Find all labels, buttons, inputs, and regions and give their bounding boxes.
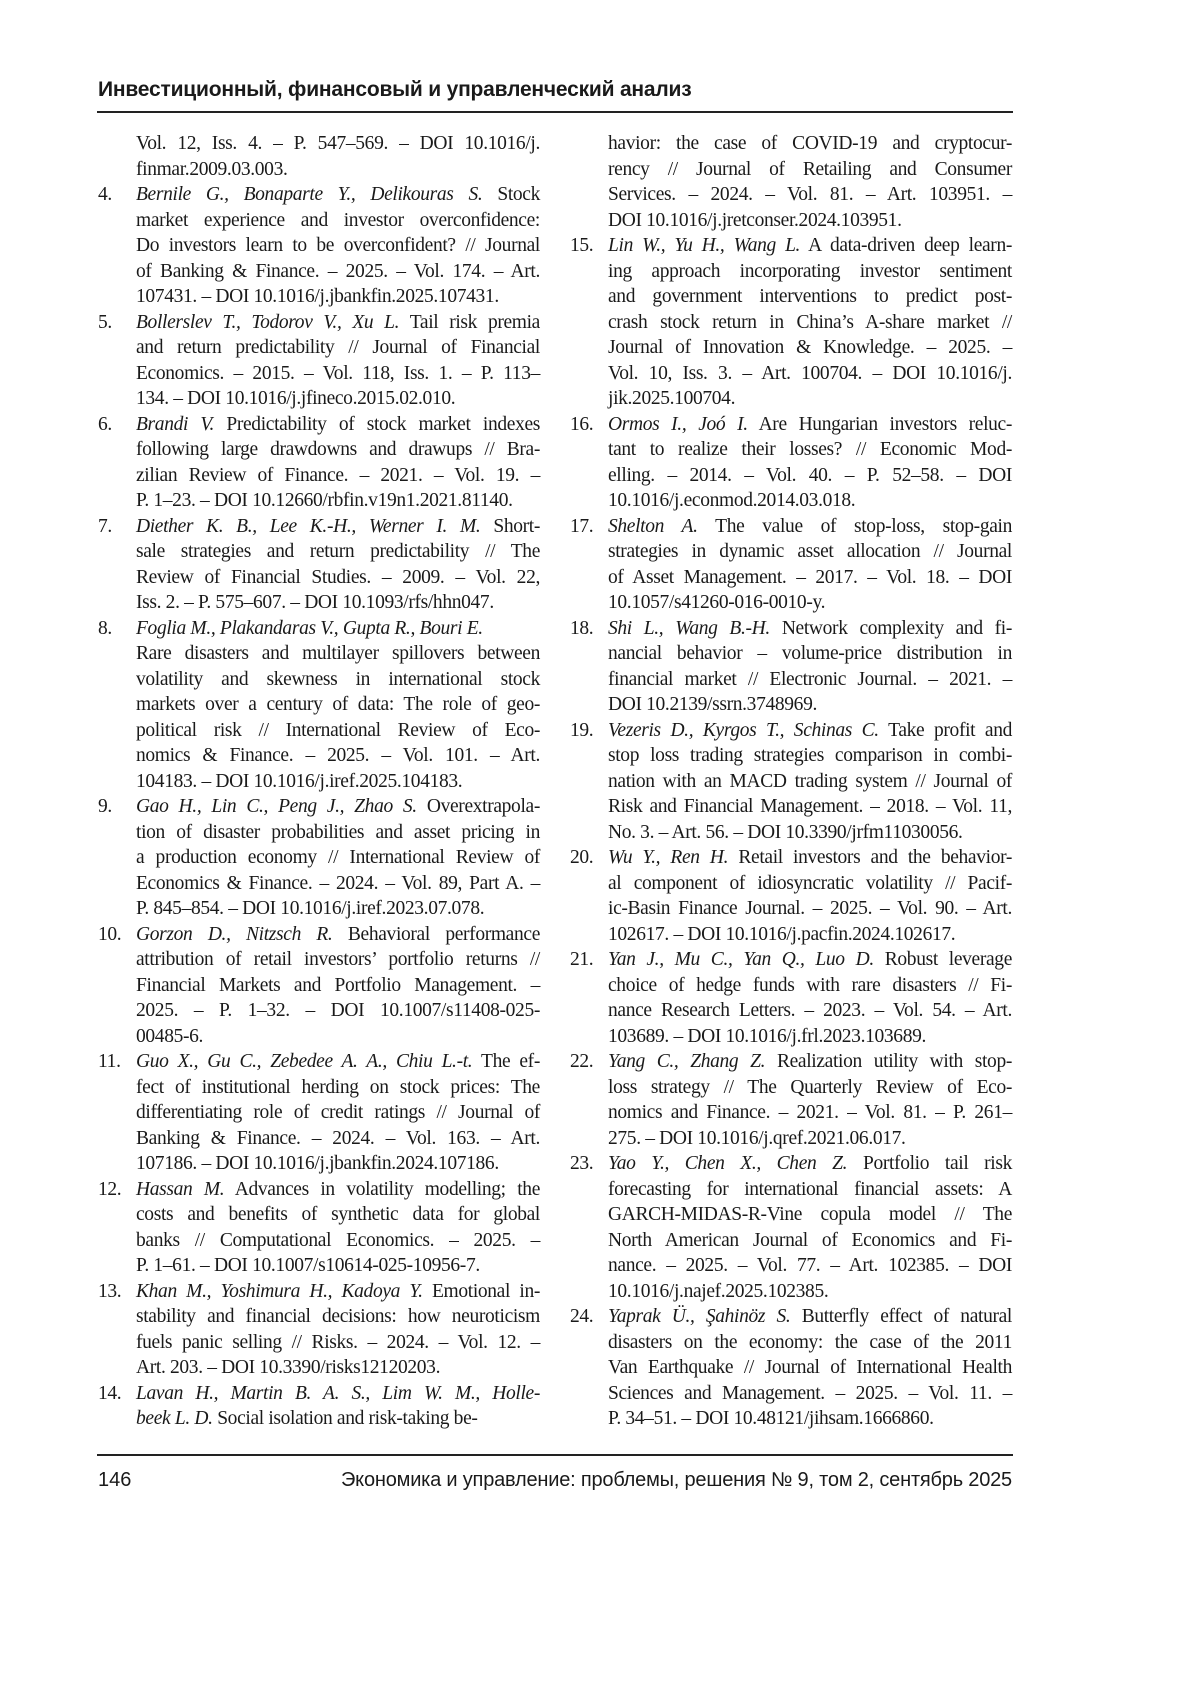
reference-line <box>136 871 540 897</box>
reference-number: 11. <box>98 1049 121 1075</box>
reference-line-text: P. 1–23. – DOI 10.12660/rbfin.v19n1.2021.81140. <box>136 490 513 511</box>
reference-line <box>136 386 540 412</box>
reference-text <box>608 947 1012 1049</box>
reference-number: 7. <box>98 514 112 540</box>
reference-line-text: The ef- <box>481 1051 540 1072</box>
reference-line-text: GARCH-MIDAS-R-Vine copula model // The <box>608 1204 1012 1225</box>
reference-line-text: Emotional in- <box>432 1281 540 1302</box>
reference-line <box>136 998 540 1024</box>
reference-line <box>136 361 540 387</box>
reference-line <box>608 590 1012 616</box>
reference-item <box>98 1279 540 1381</box>
reference-line <box>608 1075 1012 1101</box>
reference-line <box>136 1330 540 1356</box>
reference-line <box>608 463 1012 489</box>
reference-line <box>608 182 1012 208</box>
reference-number: 24. <box>570 1304 593 1330</box>
reference-line <box>136 1304 540 1330</box>
reference-number: 21. <box>570 947 593 973</box>
reference-line-text: Vol. 10, Iss. 3. – Art. 100704. – DOI 10.1016/j. <box>608 363 1012 384</box>
reference-authors: Yan J., Mu C., Yan Q., Luo D. <box>608 949 874 970</box>
reference-line <box>608 616 1012 642</box>
reference-line-text: Do investors learn to be overconfident? // Journal <box>136 235 540 256</box>
reference-line-text: 00485-6. <box>136 1026 203 1047</box>
reference-line-text: Predictability of stock market indexes <box>226 414 540 435</box>
reference-line <box>608 488 1012 514</box>
reference-line <box>608 1406 1012 1432</box>
reference-text <box>136 182 540 310</box>
reference-item <box>570 616 1012 718</box>
reference-line <box>136 1126 540 1152</box>
reference-number: 22. <box>570 1049 593 1075</box>
reference-authors: Foglia M., Plakandaras V., Gupta R., Bouri E. <box>136 618 483 639</box>
reference-item <box>98 412 540 514</box>
reference-number: 23. <box>570 1151 593 1177</box>
reference-item <box>570 412 1012 514</box>
reference-number: 19. <box>570 718 593 744</box>
reference-text <box>608 233 1012 412</box>
reference-line <box>136 565 540 591</box>
reference-text <box>136 1279 540 1381</box>
reference-line <box>136 488 540 514</box>
reference-line-text: Sciences and Management. – 2025. – Vol. 11. – <box>608 1383 1012 1404</box>
reference-line <box>608 973 1012 999</box>
reference-line-text: stop loss trading strategies comparison in combi- <box>608 745 1012 766</box>
reference-line <box>136 539 540 565</box>
reference-line-text: 107186. – DOI 10.1016/j.jbankfin.2024.107186. <box>136 1153 499 1174</box>
reference-number: 20. <box>570 845 593 871</box>
reference-line <box>608 284 1012 310</box>
reference-line <box>136 1075 540 1101</box>
reference-number: 17. <box>570 514 593 540</box>
reference-line <box>136 1151 540 1177</box>
reference-line-text: differentiating role of credit ratings // Journal of <box>136 1102 540 1123</box>
reference-line-text: nance Research Letters. – 2023. – Vol. 54. – Art. <box>608 1000 1012 1021</box>
reference-line <box>136 233 540 259</box>
reference-line <box>136 1355 540 1381</box>
reference-line-text: Banking & Finance. – 2024. – Vol. 163. – Art. <box>136 1128 540 1149</box>
reference-line-text: nance. – 2025. – Vol. 77. – Art. 102385. – DOI <box>608 1255 1012 1276</box>
reference-number: 13. <box>98 1279 121 1305</box>
reference-line <box>136 769 540 795</box>
reference-text <box>136 1177 540 1279</box>
reference-line-text: havior: the case of COVID-19 and cryptocur- <box>608 133 1012 154</box>
reference-item <box>570 718 1012 846</box>
reference-line-text: jik.2025.100704. <box>608 388 735 409</box>
reference-line-text: 2025. – P. 1–32. – DOI 10.1007/s11408-025- <box>136 1000 540 1021</box>
reference-line-text: North American Journal of Economics and Fi- <box>608 1230 1012 1251</box>
reference-number: 14. <box>98 1381 121 1407</box>
reference-line-text: elling. – 2014. – Vol. 40. – P. 52–58. – DOI <box>608 465 1012 486</box>
reference-line <box>136 1253 540 1279</box>
reference-line-text: 107431. – DOI 10.1016/j.jbankfin.2025.107431. <box>136 286 499 307</box>
reference-line <box>136 973 540 999</box>
reference-line-text: ing approach incorporating investor sentiment <box>608 261 1012 282</box>
reference-text <box>136 922 540 1050</box>
reference-line <box>136 1177 540 1203</box>
reference-line-text: P. 845–854. – DOI 10.1016/j.iref.2023.07.078. <box>136 898 484 919</box>
reference-line <box>136 743 540 769</box>
reference-column-left <box>98 131 540 1432</box>
reference-line <box>136 896 540 922</box>
reference-line <box>608 1330 1012 1356</box>
reference-line <box>136 1406 540 1432</box>
reference-item <box>570 845 1012 947</box>
reference-line <box>608 947 1012 973</box>
reference-line-text: nomics and Finance. – 2021. – Vol. 81. – P. 261– <box>608 1102 1012 1123</box>
reference-line-text: political risk // International Review of Eco- <box>136 720 540 741</box>
reference-line <box>136 157 540 183</box>
reference-item <box>570 1151 1012 1304</box>
reference-text <box>608 1304 1012 1432</box>
reference-line <box>608 565 1012 591</box>
reference-line <box>608 1049 1012 1075</box>
reference-line <box>608 233 1012 259</box>
reference-line <box>136 1024 540 1050</box>
reference-number: 10. <box>98 922 121 948</box>
reference-line <box>136 310 540 336</box>
reference-item <box>570 233 1012 412</box>
reference-authors: Wu Y., Ren H. <box>608 847 728 868</box>
reference-line <box>608 1279 1012 1305</box>
reference-line-text: tion of disaster probabilities and asset pricing in <box>136 822 540 843</box>
reference-line-text: Services. – 2024. – Vol. 81. – Art. 103951. – <box>608 184 1012 205</box>
reference-line-text: 10.1057/s41260-016-0010-y. <box>608 592 825 613</box>
reference-line-text: Advances in volatility modelling; the <box>235 1179 540 1200</box>
reference-line-text: DOI 10.1016/j.jretconser.2024.103951. <box>608 210 902 231</box>
reference-line-text: a production economy // International Review of <box>136 847 540 868</box>
reference-line-text: Overextrapola- <box>427 796 540 817</box>
reference-item <box>98 1381 540 1432</box>
reference-line-text: 134. – DOI 10.1016/j.jfineco.2015.02.010. <box>136 388 455 409</box>
reference-line-text: Robust leverage <box>885 949 1012 970</box>
reference-item <box>98 310 540 412</box>
reference-line-text: 104183. – DOI 10.1016/j.iref.2025.104183. <box>136 771 462 792</box>
reference-item <box>98 1177 540 1279</box>
reference-line <box>608 259 1012 285</box>
reference-line <box>608 718 1012 744</box>
reference-number: 5. <box>98 310 112 336</box>
reference-line <box>136 1228 540 1254</box>
reference-line-text: Behavioral performance <box>348 924 540 945</box>
reference-line-text: Butterfly effect of natural <box>802 1306 1012 1327</box>
reference-line <box>136 1279 540 1305</box>
reference-line-text: finmar.2009.03.003. <box>136 159 288 180</box>
reference-line-text: strategies in dynamic asset allocation // Journal <box>608 541 1012 562</box>
reference-authors: Yang C., Zhang Z. <box>608 1051 765 1072</box>
reference-line-text: P. 1–61. – DOI 10.1007/s10614-025-10956-7. <box>136 1255 480 1276</box>
reference-line <box>136 335 540 361</box>
reference-line-text: Vol. 12, Iss. 4. – P. 547–569. – DOI 10.1016/j. <box>136 133 540 154</box>
reference-line <box>136 412 540 438</box>
reference-line <box>608 361 1012 387</box>
reference-line-text: financial market // Electronic Journal. – 2021. – <box>608 669 1012 690</box>
reference-text <box>608 412 1012 514</box>
reference-line-text: Portfolio tail risk <box>863 1153 1012 1174</box>
reference-line-text: disasters on the economy: the case of the 2011 <box>608 1332 1012 1353</box>
reference-authors: Diether K. B., Lee K.-H., Werner I. M. <box>136 516 480 537</box>
reference-line <box>136 947 540 973</box>
reference-line-text: nancial behavior – volume-price distribution in <box>608 643 1012 664</box>
reference-line-text: Take profit and <box>888 720 1012 741</box>
reference-line <box>608 641 1012 667</box>
reference-line <box>608 1381 1012 1407</box>
reference-text <box>136 794 540 922</box>
reference-line-text: Economics. – 2015. – Vol. 118, Iss. 1. – P. 113– <box>136 363 540 384</box>
reference-line-text: Are Hungarian investors reluc- <box>759 414 1012 435</box>
reference-line <box>136 208 540 234</box>
reference-line <box>608 131 1012 157</box>
reference-line-text: stability and financial decisions: how neuroticism <box>136 1306 540 1327</box>
reference-line-text: market experience and investor overconfidence: <box>136 210 540 231</box>
reference-line <box>136 692 540 718</box>
reference-text <box>136 1049 540 1177</box>
reference-line-text: nation with an MACD trading system // Journal of <box>608 771 1012 792</box>
reference-text <box>136 131 540 182</box>
reference-line-text: sale strategies and return predictability // The <box>136 541 540 562</box>
reference-line-text: markets over a century of data: The role of geo- <box>136 694 540 715</box>
reference-line <box>608 1355 1012 1381</box>
reference-number: 9. <box>98 794 112 820</box>
reference-line-text: and government interventions to predict post- <box>608 286 1012 307</box>
reference-line-text: Stock <box>497 184 540 205</box>
reference-authors: Bollerslev T., Todorov V., Xu L. <box>136 312 399 333</box>
reference-line-text: Network complexity and fi- <box>782 618 1012 639</box>
reference-continuation <box>570 131 1012 233</box>
reference-line <box>608 692 1012 718</box>
reference-line <box>136 1381 540 1407</box>
reference-authors: Yao Y., Chen X., Chen Z. <box>608 1153 847 1174</box>
reference-line <box>608 871 1012 897</box>
reference-line-text: 102617. – DOI 10.1016/j.pacfin.2024.102617. <box>608 924 955 945</box>
reference-line <box>136 514 540 540</box>
reference-line-text: Rare disasters and multilayer spillovers between <box>136 643 540 664</box>
reference-line <box>608 1228 1012 1254</box>
reference-authors: Yaprak Ü., Şahinöz S. <box>608 1306 790 1327</box>
reference-item <box>570 1304 1012 1432</box>
reference-line <box>608 1151 1012 1177</box>
reference-line-text: and return predictability // Journal of Financial <box>136 337 540 358</box>
reference-line-text: Risk and Financial Management. – 2018. – Vol. 11, <box>608 796 1012 817</box>
reference-line-text: tant to realize their losses? // Economic Mod- <box>608 439 1012 460</box>
reference-line <box>608 514 1012 540</box>
reference-line <box>136 616 540 642</box>
footer-rule <box>97 1454 1013 1456</box>
reference-line <box>136 1049 540 1075</box>
reference-line-text: Realization utility with stop- <box>777 1051 1012 1072</box>
reference-line <box>608 386 1012 412</box>
reference-authors: Gao H., Lin C., Peng J., Zhao S. <box>136 796 417 817</box>
reference-item <box>98 794 540 922</box>
reference-line <box>608 208 1012 234</box>
header-rule <box>97 111 1013 113</box>
reference-number: 18. <box>570 616 593 642</box>
reference-text <box>136 616 540 795</box>
reference-line-text: choice of hedge funds with rare disasters // Fi- <box>608 975 1012 996</box>
reference-line-text: crash stock return in China’s A-share market // <box>608 312 1012 333</box>
reference-authors: Bernile G., Bonaparte Y., Delikouras S. <box>136 184 482 205</box>
reference-authors: Gorzon D., Nitzsch R. <box>136 924 332 945</box>
reference-item <box>98 182 540 310</box>
reference-line-text: volatility and skewness in international stock <box>136 669 540 690</box>
reference-line-text: 10.1016/j.econmod.2014.03.018. <box>608 490 855 511</box>
reference-line <box>136 667 540 693</box>
reference-line <box>608 1177 1012 1203</box>
reference-line <box>608 794 1012 820</box>
reference-line-text: 275. – DOI 10.1016/j.qref.2021.06.017. <box>608 1128 906 1149</box>
reference-line <box>136 845 540 871</box>
reference-line-text: Iss. 2. – P. 575–607. – DOI 10.1093/rfs/hhn047. <box>136 592 494 613</box>
reference-line-text: Economics & Finance. – 2024. – Vol. 89, Part A. – <box>136 873 540 894</box>
reference-line <box>608 922 1012 948</box>
reference-line <box>136 1100 540 1126</box>
reference-line <box>136 1202 540 1228</box>
reference-line-text: Retail investors and the behavior- <box>738 847 1012 868</box>
reference-line <box>608 1024 1012 1050</box>
reference-line-text: Financial Markets and Portfolio Management. – <box>136 975 540 996</box>
reference-line <box>136 259 540 285</box>
reference-line-text: zilian Review of Finance. – 2021. – Vol. 19. – <box>136 465 540 486</box>
reference-line <box>608 157 1012 183</box>
reference-line-text: Social isolation and risk-taking be- <box>217 1408 477 1429</box>
reference-line-text: attribution of retail investors’ portfolio returns // <box>136 949 540 970</box>
reference-line <box>608 1126 1012 1152</box>
reference-line <box>608 998 1012 1024</box>
reference-line-text: A data-driven deep learn- <box>808 235 1012 256</box>
reference-line <box>136 437 540 463</box>
reference-line-text: 103689. – DOI 10.1016/j.frl.2023.103689. <box>608 1026 926 1047</box>
reference-authors: Khan M., Yoshimura H., Kadoya Y. <box>136 1281 423 1302</box>
reference-line <box>136 641 540 667</box>
reference-line-text: ic-Basin Finance Journal. – 2025. – Vol. 90. – Art. <box>608 898 1012 919</box>
reference-item <box>98 922 540 1050</box>
reference-line-text: of Asset Management. – 2017. – Vol. 18. – DOI <box>608 567 1012 588</box>
reference-authors: Shi L., Wang B.-H. <box>608 618 770 639</box>
reference-number: 16. <box>570 412 593 438</box>
reference-line <box>136 590 540 616</box>
reference-authors: Vezeris D., Kyrgos T., Schinas C. <box>608 720 879 741</box>
reference-column-right <box>570 131 1012 1432</box>
reference-line <box>608 820 1012 846</box>
reference-line-text: Short- <box>493 516 540 537</box>
reference-line-text: costs and benefits of synthetic data for global <box>136 1204 540 1225</box>
reference-line <box>608 743 1012 769</box>
reference-line <box>136 284 540 310</box>
reference-authors: Brandi V. <box>136 414 214 435</box>
reference-line-text: The value of stop-loss, stop-gain <box>715 516 1012 537</box>
reference-line <box>136 922 540 948</box>
reference-text <box>608 1151 1012 1304</box>
reference-number: 12. <box>98 1177 121 1203</box>
reference-line <box>608 437 1012 463</box>
reference-line-text: fuels panic selling // Risks. – 2024. – Vol. 12. – <box>136 1332 540 1353</box>
reference-line-text: Van Earthquake // Journal of International Health <box>608 1357 1012 1378</box>
reference-text <box>136 310 540 412</box>
reference-line <box>608 896 1012 922</box>
reference-authors: Ormos I., Joó I. <box>608 414 748 435</box>
reference-line-text: Tail risk premia <box>410 312 540 333</box>
reference-line-text: loss strategy // The Quarterly Review of Eco- <box>608 1077 1012 1098</box>
reference-authors: Lin W., Yu H., Wang L. <box>608 235 800 256</box>
reference-line-text: nomics & Finance. – 2025. – Vol. 101. – Art. <box>136 745 540 766</box>
reference-line-text: al component of idiosyncratic volatility // Pacif- <box>608 873 1012 894</box>
reference-authors: Hassan M. <box>136 1179 224 1200</box>
reference-line-text: No. 3. – Art. 56. – DOI 10.3390/jrfm11030056. <box>608 822 963 843</box>
reference-line-text: DOI 10.2139/ssrn.3748969. <box>608 694 817 715</box>
reference-number: 4. <box>98 182 112 208</box>
reference-text <box>608 718 1012 846</box>
reference-text <box>608 131 1012 233</box>
reference-line-text: forecasting for international financial assets: A <box>608 1179 1012 1200</box>
reference-line <box>136 820 540 846</box>
reference-line <box>608 310 1012 336</box>
reference-number: 15. <box>570 233 593 259</box>
reference-line-text: rency // Journal of Retailing and Consumer <box>608 159 1012 180</box>
reference-line <box>608 1100 1012 1126</box>
reference-line <box>608 412 1012 438</box>
reference-authors: Guo X., Gu C., Zebedee A. A., Chiu L.-t. <box>136 1051 472 1072</box>
reference-line-text: P. 34–51. – DOI 10.48121/jihsam.1666860. <box>608 1408 934 1429</box>
reference-line <box>608 1202 1012 1228</box>
reference-authors-continued: beek L. D. <box>136 1408 213 1429</box>
reference-line-text: Review of Financial Studies. – 2009. – Vol. 22, <box>136 567 540 588</box>
reference-item <box>570 1049 1012 1151</box>
journal-footer: Экономика и управление: проблемы, решения № 9, том 2, сентябрь 2025 <box>341 1469 1012 1492</box>
running-header: Инвестиционный, финансовый и управленческий анализ <box>98 78 691 102</box>
reference-line <box>136 131 540 157</box>
reference-line <box>608 539 1012 565</box>
reference-line <box>136 718 540 744</box>
reference-line-text: banks // Computational Economics. – 2025. – <box>136 1230 540 1251</box>
reference-line <box>608 667 1012 693</box>
reference-text <box>136 1381 540 1432</box>
reference-line-text: Art. 203. – DOI 10.3390/risks12120203. <box>136 1357 440 1378</box>
reference-line <box>136 794 540 820</box>
reference-line <box>608 769 1012 795</box>
reference-item <box>98 616 540 795</box>
reference-continuation <box>98 131 540 182</box>
reference-text <box>608 845 1012 947</box>
reference-line-text: following large drawdowns and drawups // Bra- <box>136 439 540 460</box>
reference-line-text: 10.1016/j.najef.2025.102385. <box>608 1281 828 1302</box>
reference-line-text: of Banking & Finance. – 2025. – Vol. 174. – Art. <box>136 261 540 282</box>
reference-line-text: Journal of Innovation & Knowledge. – 2025. – <box>608 337 1012 358</box>
reference-item <box>570 947 1012 1049</box>
reference-line-text: fect of institutional herding on stock prices: The <box>136 1077 540 1098</box>
reference-item <box>570 514 1012 616</box>
reference-authors: Lavan H., Martin B. A. S., Lim W. M., Holle- <box>136 1383 540 1404</box>
reference-line <box>608 845 1012 871</box>
reference-item <box>98 514 540 616</box>
reference-text <box>608 616 1012 718</box>
reference-line <box>136 182 540 208</box>
reference-line <box>608 1253 1012 1279</box>
reference-line <box>136 463 540 489</box>
reference-authors: Shelton A. <box>608 516 698 537</box>
reference-line <box>608 1304 1012 1330</box>
reference-text <box>136 412 540 514</box>
reference-item <box>98 1049 540 1177</box>
reference-text <box>136 514 540 616</box>
reference-text <box>608 1049 1012 1151</box>
reference-number: 8. <box>98 616 112 642</box>
page-number: 146 <box>98 1469 131 1492</box>
reference-number: 6. <box>98 412 112 438</box>
reference-text <box>608 514 1012 616</box>
reference-line <box>608 335 1012 361</box>
